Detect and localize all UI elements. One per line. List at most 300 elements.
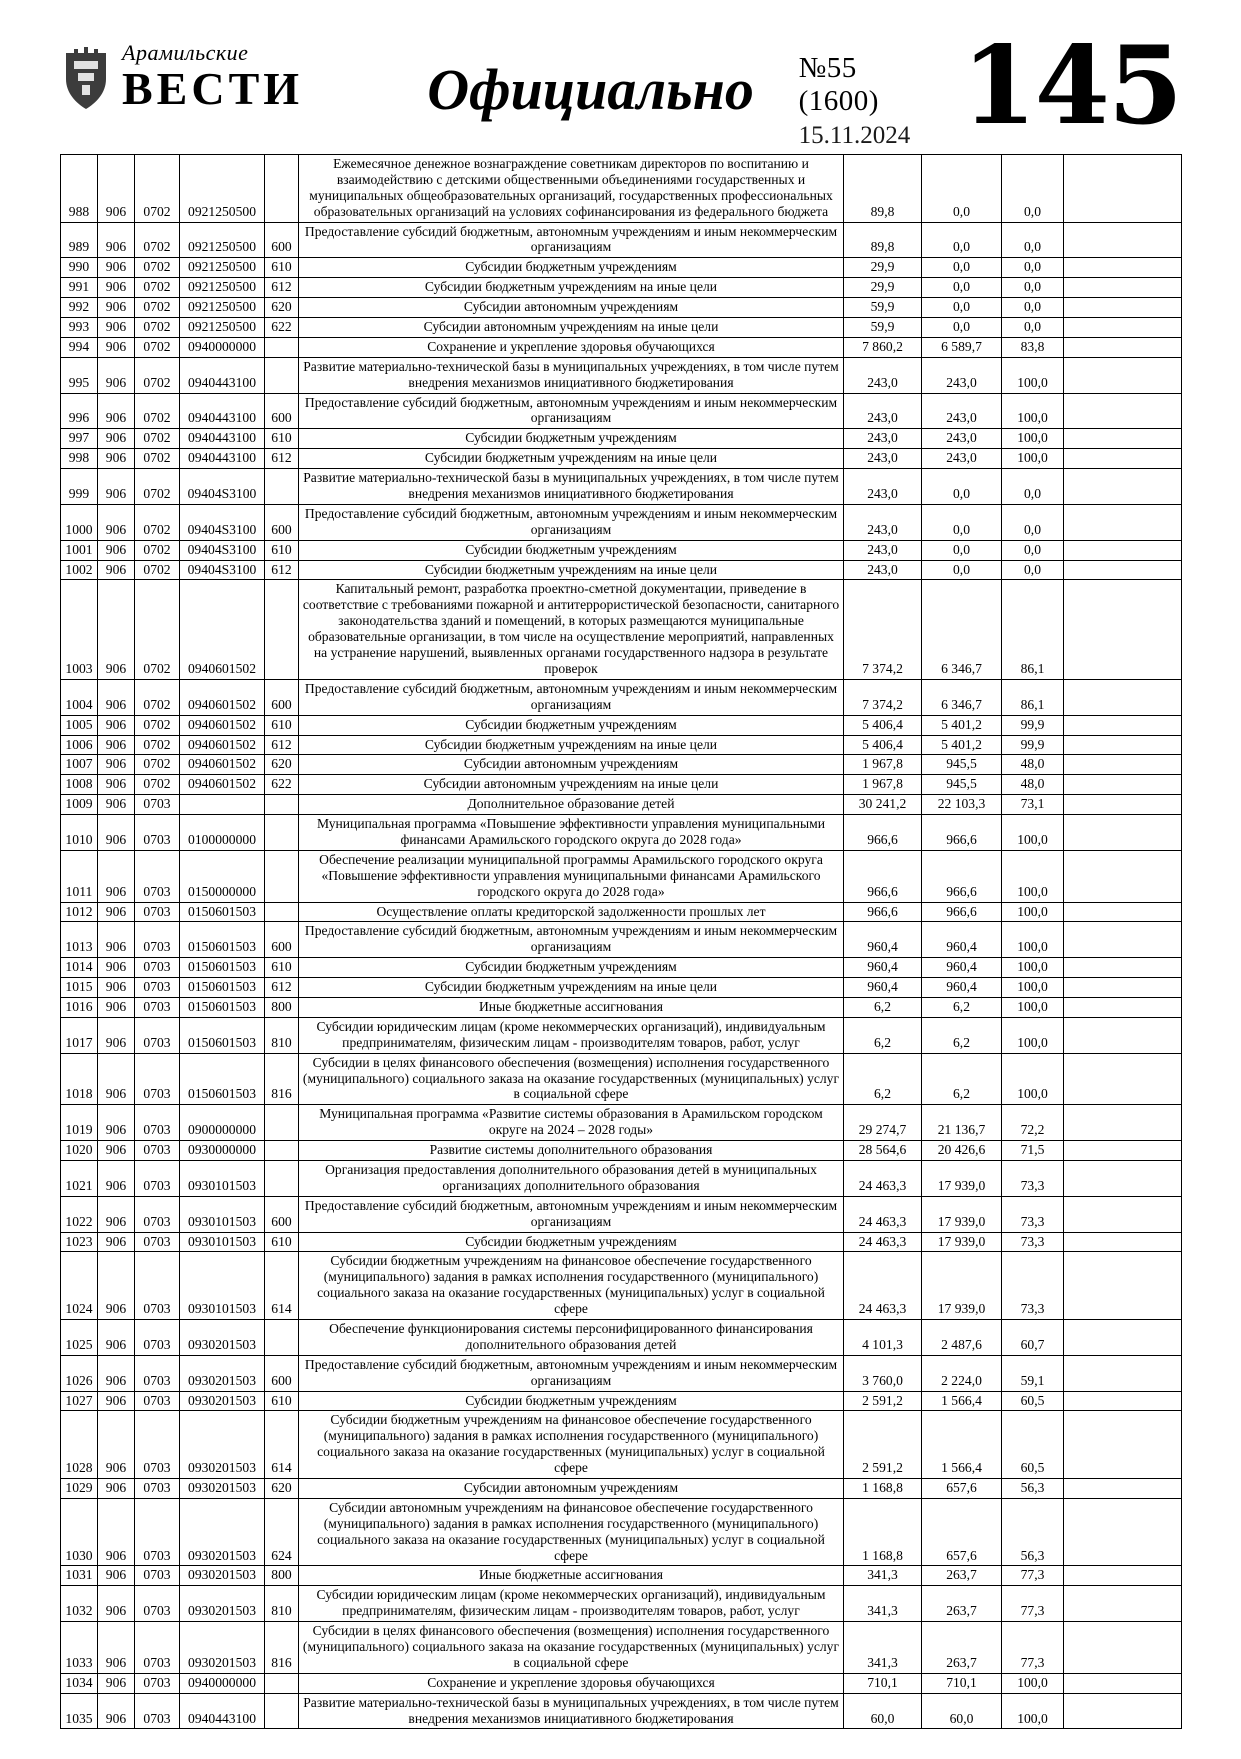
cell-target: 0921250500 bbox=[180, 278, 265, 298]
table-row bbox=[61, 1566, 1182, 1586]
cell-spacer bbox=[1064, 540, 1182, 560]
cell-plan: 960,4 bbox=[844, 958, 922, 978]
cell-vr: 610 bbox=[265, 1391, 299, 1411]
cell-fact: 263,7 bbox=[922, 1586, 1002, 1622]
cell-spacer bbox=[1064, 715, 1182, 735]
cell-pct: 0,0 bbox=[1002, 298, 1064, 318]
cell-plan: 243,0 bbox=[844, 449, 922, 469]
table-row bbox=[61, 278, 1182, 298]
cell-target: 0940601502 bbox=[180, 580, 265, 679]
cell-fact: 0,0 bbox=[922, 222, 1002, 258]
cell-fact: 243,0 bbox=[922, 429, 1002, 449]
cell-plan: 5 406,4 bbox=[844, 715, 922, 735]
table-row bbox=[61, 978, 1182, 998]
cell-section: 0703 bbox=[135, 1232, 180, 1252]
cell-plan: 960,4 bbox=[844, 978, 922, 998]
table-row bbox=[61, 922, 1182, 958]
cell-name: Субсидии бюджетным учреждениям на иные цели bbox=[299, 278, 844, 298]
cell-grbs: 906 bbox=[98, 795, 135, 815]
table-row bbox=[61, 449, 1182, 469]
cell-plan: 2 591,2 bbox=[844, 1391, 922, 1411]
cell-pct: 0,0 bbox=[1002, 469, 1064, 505]
cell-section: 0702 bbox=[135, 298, 180, 318]
table-row bbox=[61, 1498, 1182, 1566]
cell-grbs: 906 bbox=[98, 1622, 135, 1674]
cell-section: 0703 bbox=[135, 1391, 180, 1411]
cell-section: 0703 bbox=[135, 1693, 180, 1729]
cell-num: 1014 bbox=[61, 958, 98, 978]
cell-fact: 6 346,7 bbox=[922, 679, 1002, 715]
cell-vr bbox=[265, 469, 299, 505]
cell-name: Обеспечение реализации муниципальной программы Арамильского городского округа «Повышение эффективности управления муниципальными финансами Арамильского городского округа до 2028 года» bbox=[299, 850, 844, 902]
cell-plan: 243,0 bbox=[844, 357, 922, 393]
cell-plan: 1 168,8 bbox=[844, 1498, 922, 1566]
cell-pct: 0,0 bbox=[1002, 540, 1064, 560]
cell-num: 1003 bbox=[61, 580, 98, 679]
cell-fact: 6,2 bbox=[922, 1053, 1002, 1105]
cell-vr: 800 bbox=[265, 1566, 299, 1586]
table-row bbox=[61, 795, 1182, 815]
cell-target: 0930101503 bbox=[180, 1196, 265, 1232]
table-row bbox=[61, 318, 1182, 338]
cell-vr: 610 bbox=[265, 258, 299, 278]
cell-grbs: 906 bbox=[98, 1053, 135, 1105]
cell-section: 0703 bbox=[135, 958, 180, 978]
cell-grbs: 906 bbox=[98, 1252, 135, 1320]
cell-pct: 73,3 bbox=[1002, 1160, 1064, 1196]
cell-name: Субсидии юридическим лицам (кроме некоммерческих организаций), индивидуальным предпринимателям, физическим лицам - производителям товаров, работ, услуг bbox=[299, 1586, 844, 1622]
cell-grbs: 906 bbox=[98, 258, 135, 278]
cell-spacer bbox=[1064, 1053, 1182, 1105]
cell-vr: 612 bbox=[265, 278, 299, 298]
cell-plan: 1 967,8 bbox=[844, 755, 922, 775]
brand-text bbox=[122, 42, 303, 112]
cell-fact: 263,7 bbox=[922, 1566, 1002, 1586]
cell-num: 994 bbox=[61, 337, 98, 357]
cell-section: 0703 bbox=[135, 1320, 180, 1356]
cell-num: 990 bbox=[61, 258, 98, 278]
cell-grbs: 906 bbox=[98, 1498, 135, 1566]
table-row bbox=[61, 1673, 1182, 1693]
cell-vr bbox=[265, 902, 299, 922]
cell-grbs: 906 bbox=[98, 357, 135, 393]
cell-plan: 24 463,3 bbox=[844, 1196, 922, 1232]
cell-fact: 710,1 bbox=[922, 1673, 1002, 1693]
table-row bbox=[61, 902, 1182, 922]
cell-name: Развитие системы дополнительного образования bbox=[299, 1141, 844, 1161]
cell-fact: 2 224,0 bbox=[922, 1355, 1002, 1391]
cell-pct: 100,0 bbox=[1002, 958, 1064, 978]
cell-plan: 6,2 bbox=[844, 1053, 922, 1105]
cell-pct: 72,2 bbox=[1002, 1105, 1064, 1141]
cell-spacer bbox=[1064, 298, 1182, 318]
cell-name: Капитальный ремонт, разработка проектно-сметной документации, приведение в соответствие с требованиями пожарной и антитеррористической безопасности, санитарного законодательства зданий и помещений, в которых размещаются муниципальные образовательные организации, в том числе на осуществление мероприятий, направленных на устранение нарушений, выявленных органами государственного надзора в результате проверок bbox=[299, 580, 844, 679]
cell-vr: 816 bbox=[265, 1622, 299, 1674]
cell-plan: 28 564,6 bbox=[844, 1141, 922, 1161]
cell-grbs: 906 bbox=[98, 978, 135, 998]
cell-section: 0703 bbox=[135, 850, 180, 902]
cell-num: 1004 bbox=[61, 679, 98, 715]
table-row bbox=[61, 775, 1182, 795]
cell-fact: 966,6 bbox=[922, 902, 1002, 922]
cell-vr bbox=[265, 357, 299, 393]
cell-name: Ежемесячное денежное вознаграждение советникам директоров по воспитанию и взаимодействию с детскими общественными объединениями государственных и муниципальных общеобразовательных организаций, государственных профессиональных образовательных организаций на условиях софинансирования из федерального бюджета bbox=[299, 155, 844, 223]
cell-section: 0702 bbox=[135, 504, 180, 540]
cell-section: 0703 bbox=[135, 1053, 180, 1105]
cell-spacer bbox=[1064, 1141, 1182, 1161]
cell-grbs: 906 bbox=[98, 815, 135, 851]
cell-target: 0150601503 bbox=[180, 997, 265, 1017]
cell-num: 1019 bbox=[61, 1105, 98, 1141]
cell-target: 0930201503 bbox=[180, 1411, 265, 1479]
cell-fact: 960,4 bbox=[922, 922, 1002, 958]
cell-section: 0703 bbox=[135, 1622, 180, 1674]
cell-target: 0930101503 bbox=[180, 1232, 265, 1252]
cell-plan: 243,0 bbox=[844, 429, 922, 449]
cell-spacer bbox=[1064, 1232, 1182, 1252]
cell-grbs: 906 bbox=[98, 902, 135, 922]
cell-grbs: 906 bbox=[98, 958, 135, 978]
cell-name: Муниципальная программа «Повышение эффективности управления муниципальными финансами Арамильского городского округа до 2028 года» bbox=[299, 815, 844, 851]
cell-fact: 243,0 bbox=[922, 393, 1002, 429]
cell-name: Субсидии бюджетным учреждениям bbox=[299, 429, 844, 449]
cell-num: 997 bbox=[61, 429, 98, 449]
cell-name: Организация предоставления дополнительного образования детей в муниципальных организациях дополнительного образования bbox=[299, 1160, 844, 1196]
cell-target bbox=[180, 795, 265, 815]
cell-spacer bbox=[1064, 1566, 1182, 1586]
cell-name: Субсидии бюджетным учреждениям bbox=[299, 540, 844, 560]
cell-vr bbox=[265, 1673, 299, 1693]
cell-grbs: 906 bbox=[98, 298, 135, 318]
table-row bbox=[61, 298, 1182, 318]
cell-fact: 60,0 bbox=[922, 1693, 1002, 1729]
cell-vr: 622 bbox=[265, 775, 299, 795]
cell-section: 0703 bbox=[135, 1160, 180, 1196]
cell-grbs: 906 bbox=[98, 1105, 135, 1141]
cell-spacer bbox=[1064, 755, 1182, 775]
cell-fact: 0,0 bbox=[922, 560, 1002, 580]
table-row bbox=[61, 258, 1182, 278]
cell-name: Развитие материально-технической базы в муниципальных учреждениях, в том числе путем внедрения механизмов инициативного бюджетирования bbox=[299, 357, 844, 393]
table-row bbox=[61, 1693, 1182, 1729]
cell-section: 0703 bbox=[135, 1479, 180, 1499]
cell-spacer bbox=[1064, 1160, 1182, 1196]
table-row bbox=[61, 1622, 1182, 1674]
cell-target: 0940601502 bbox=[180, 679, 265, 715]
cell-grbs: 906 bbox=[98, 1586, 135, 1622]
cell-grbs: 906 bbox=[98, 469, 135, 505]
cell-plan: 243,0 bbox=[844, 504, 922, 540]
cell-plan: 243,0 bbox=[844, 469, 922, 505]
cell-pct: 100,0 bbox=[1002, 850, 1064, 902]
cell-vr bbox=[265, 1160, 299, 1196]
cell-fact: 243,0 bbox=[922, 449, 1002, 469]
cell-spacer bbox=[1064, 222, 1182, 258]
cell-spacer bbox=[1064, 1391, 1182, 1411]
cell-fact: 657,6 bbox=[922, 1479, 1002, 1499]
cell-num: 1035 bbox=[61, 1693, 98, 1729]
table-row bbox=[61, 679, 1182, 715]
cell-section: 0702 bbox=[135, 580, 180, 679]
cell-num: 1016 bbox=[61, 997, 98, 1017]
cell-name: Субсидии бюджетным учреждениям bbox=[299, 958, 844, 978]
cell-name: Осуществление оплаты кредиторской задолженности прошлых лет bbox=[299, 902, 844, 922]
cell-spacer bbox=[1064, 278, 1182, 298]
cell-grbs: 906 bbox=[98, 1196, 135, 1232]
cell-plan: 341,3 bbox=[844, 1622, 922, 1674]
cell-pct: 73,3 bbox=[1002, 1252, 1064, 1320]
section-title: Официально bbox=[427, 57, 754, 122]
cell-target: 09404S3100 bbox=[180, 469, 265, 505]
table-row bbox=[61, 1232, 1182, 1252]
cell-target: 0150601503 bbox=[180, 978, 265, 998]
cell-grbs: 906 bbox=[98, 1673, 135, 1693]
cell-section: 0702 bbox=[135, 715, 180, 735]
cell-fact: 0,0 bbox=[922, 504, 1002, 540]
cell-grbs: 906 bbox=[98, 278, 135, 298]
cell-num: 1005 bbox=[61, 715, 98, 735]
cell-spacer bbox=[1064, 1196, 1182, 1232]
cell-pct: 0,0 bbox=[1002, 504, 1064, 540]
cell-target: 0930201503 bbox=[180, 1479, 265, 1499]
cell-plan: 5 406,4 bbox=[844, 735, 922, 755]
table-row bbox=[61, 357, 1182, 393]
cell-fact: 17 939,0 bbox=[922, 1160, 1002, 1196]
cell-spacer bbox=[1064, 1498, 1182, 1566]
cell-target: 0921250500 bbox=[180, 222, 265, 258]
cell-pct: 60,5 bbox=[1002, 1391, 1064, 1411]
cell-vr bbox=[265, 1141, 299, 1161]
cell-name: Предоставление субсидий бюджетным, автономным учреждениям и иным некоммерческим организациям bbox=[299, 1355, 844, 1391]
cell-name: Субсидии автономным учреждениям на финансовое обеспечение государственного (муниципального) задания в рамках исполнения государственного (муниципального) социального заказа на оказание государственных (муниципальных) услуг в социальной сфере bbox=[299, 1498, 844, 1566]
cell-section: 0703 bbox=[135, 815, 180, 851]
cell-section: 0702 bbox=[135, 258, 180, 278]
cell-pct: 0,0 bbox=[1002, 155, 1064, 223]
cell-name: Субсидии автономным учреждениям на иные цели bbox=[299, 775, 844, 795]
cell-fact: 22 103,3 bbox=[922, 795, 1002, 815]
cell-plan: 89,8 bbox=[844, 155, 922, 223]
cell-target: 0940000000 bbox=[180, 337, 265, 357]
cell-plan: 7 374,2 bbox=[844, 679, 922, 715]
cell-grbs: 906 bbox=[98, 922, 135, 958]
cell-num: 1009 bbox=[61, 795, 98, 815]
table-row bbox=[61, 1355, 1182, 1391]
cell-vr: 810 bbox=[265, 1586, 299, 1622]
cell-target: 0940443100 bbox=[180, 449, 265, 469]
cell-name: Иные бюджетные ассигнования bbox=[299, 1566, 844, 1586]
cell-plan: 59,9 bbox=[844, 298, 922, 318]
table-row bbox=[61, 1160, 1182, 1196]
cell-name: Предоставление субсидий бюджетным, автономным учреждениям и иным некоммерческим организациям bbox=[299, 222, 844, 258]
cell-num: 1012 bbox=[61, 902, 98, 922]
cell-fact: 17 939,0 bbox=[922, 1252, 1002, 1320]
cell-spacer bbox=[1064, 978, 1182, 998]
cell-num: 1011 bbox=[61, 850, 98, 902]
cell-section: 0703 bbox=[135, 1498, 180, 1566]
cell-fact: 5 401,2 bbox=[922, 735, 1002, 755]
cell-vr: 612 bbox=[265, 978, 299, 998]
cell-section: 0702 bbox=[135, 735, 180, 755]
cell-fact: 945,5 bbox=[922, 775, 1002, 795]
cell-plan: 243,0 bbox=[844, 540, 922, 560]
cell-fact: 966,6 bbox=[922, 850, 1002, 902]
cell-pct: 100,0 bbox=[1002, 1053, 1064, 1105]
cell-pct: 0,0 bbox=[1002, 278, 1064, 298]
cell-section: 0702 bbox=[135, 560, 180, 580]
cell-fact: 960,4 bbox=[922, 978, 1002, 998]
cell-plan: 7 374,2 bbox=[844, 580, 922, 679]
cell-num: 1013 bbox=[61, 922, 98, 958]
cell-num: 988 bbox=[61, 155, 98, 223]
cell-section: 0702 bbox=[135, 449, 180, 469]
cell-vr bbox=[265, 1105, 299, 1141]
cell-grbs: 906 bbox=[98, 1141, 135, 1161]
cell-num: 1015 bbox=[61, 978, 98, 998]
cell-num: 992 bbox=[61, 298, 98, 318]
cell-name: Субсидии бюджетным учреждениям на иные цели bbox=[299, 449, 844, 469]
brand-line-1: Арамильские bbox=[122, 40, 249, 65]
cell-fact: 0,0 bbox=[922, 469, 1002, 505]
cell-target: 09404S3100 bbox=[180, 504, 265, 540]
table-row bbox=[61, 1196, 1182, 1232]
cell-grbs: 906 bbox=[98, 1320, 135, 1356]
cell-spacer bbox=[1064, 815, 1182, 851]
cell-num: 1022 bbox=[61, 1196, 98, 1232]
table-row bbox=[61, 1411, 1182, 1479]
table-row bbox=[61, 958, 1182, 978]
cell-name: Предоставление субсидий бюджетным, автономным учреждениям и иным некоммерческим организациям bbox=[299, 504, 844, 540]
cell-name: Сохранение и укрепление здоровья обучающихся bbox=[299, 337, 844, 357]
cell-pct: 73,1 bbox=[1002, 795, 1064, 815]
cell-section: 0702 bbox=[135, 278, 180, 298]
cell-grbs: 906 bbox=[98, 679, 135, 715]
cell-vr: 612 bbox=[265, 735, 299, 755]
cell-spacer bbox=[1064, 1252, 1182, 1320]
cell-vr: 610 bbox=[265, 540, 299, 560]
cell-fact: 960,4 bbox=[922, 958, 1002, 978]
cell-spacer bbox=[1064, 1622, 1182, 1674]
cell-name: Предоставление субсидий бюджетным, автономным учреждениям и иным некоммерческим организациям bbox=[299, 393, 844, 429]
cell-spacer bbox=[1064, 795, 1182, 815]
cell-vr: 610 bbox=[265, 715, 299, 735]
cell-vr bbox=[265, 580, 299, 679]
cell-name: Субсидии бюджетным учреждениям bbox=[299, 715, 844, 735]
table-row bbox=[61, 222, 1182, 258]
cell-pct: 100,0 bbox=[1002, 997, 1064, 1017]
cell-vr: 614 bbox=[265, 1411, 299, 1479]
cell-pct: 100,0 bbox=[1002, 922, 1064, 958]
table-row bbox=[61, 1141, 1182, 1161]
cell-spacer bbox=[1064, 958, 1182, 978]
cell-plan: 29,9 bbox=[844, 258, 922, 278]
cell-plan: 24 463,3 bbox=[844, 1160, 922, 1196]
cell-section: 0703 bbox=[135, 978, 180, 998]
cell-fact: 17 939,0 bbox=[922, 1196, 1002, 1232]
cell-section: 0702 bbox=[135, 469, 180, 505]
cell-target: 0940601502 bbox=[180, 735, 265, 755]
cell-spacer bbox=[1064, 357, 1182, 393]
table-row bbox=[61, 1252, 1182, 1320]
cell-vr: 600 bbox=[265, 1196, 299, 1232]
cell-pct: 60,5 bbox=[1002, 1411, 1064, 1479]
cell-plan: 89,8 bbox=[844, 222, 922, 258]
cell-section: 0702 bbox=[135, 775, 180, 795]
cell-spacer bbox=[1064, 1693, 1182, 1729]
cell-grbs: 906 bbox=[98, 1391, 135, 1411]
cell-target: 0940443100 bbox=[180, 357, 265, 393]
cell-num: 1001 bbox=[61, 540, 98, 560]
cell-grbs: 906 bbox=[98, 560, 135, 580]
cell-num: 1017 bbox=[61, 1017, 98, 1053]
cell-pct: 56,3 bbox=[1002, 1498, 1064, 1566]
cell-pct: 100,0 bbox=[1002, 978, 1064, 998]
cell-fact: 1 566,4 bbox=[922, 1391, 1002, 1411]
cell-target: 0100000000 bbox=[180, 815, 265, 851]
cell-grbs: 906 bbox=[98, 337, 135, 357]
cell-target: 0940000000 bbox=[180, 1673, 265, 1693]
cell-name: Развитие материально-технической базы в муниципальных учреждениях, в том числе путем внедрения механизмов инициативного бюджетирования bbox=[299, 469, 844, 505]
cell-section: 0702 bbox=[135, 222, 180, 258]
cell-num: 1026 bbox=[61, 1355, 98, 1391]
cell-name: Субсидии бюджетным учреждениям bbox=[299, 1232, 844, 1252]
cell-num: 995 bbox=[61, 357, 98, 393]
cell-fact: 243,0 bbox=[922, 357, 1002, 393]
cell-grbs: 906 bbox=[98, 850, 135, 902]
cell-pct: 100,0 bbox=[1002, 815, 1064, 851]
cell-vr: 612 bbox=[265, 560, 299, 580]
cell-fact: 657,6 bbox=[922, 1498, 1002, 1566]
cell-fact: 2 487,6 bbox=[922, 1320, 1002, 1356]
cell-pct: 73,3 bbox=[1002, 1232, 1064, 1252]
cell-vr: 614 bbox=[265, 1252, 299, 1320]
brand-line-2: ВЕСТИ bbox=[122, 63, 304, 114]
cell-num: 1020 bbox=[61, 1141, 98, 1161]
cell-fact: 5 401,2 bbox=[922, 715, 1002, 735]
cell-fact: 0,0 bbox=[922, 155, 1002, 223]
cell-target: 0930201503 bbox=[180, 1586, 265, 1622]
cell-pct: 73,3 bbox=[1002, 1196, 1064, 1232]
cell-target: 0150601503 bbox=[180, 1053, 265, 1105]
cell-section: 0702 bbox=[135, 337, 180, 357]
cell-grbs: 906 bbox=[98, 580, 135, 679]
cell-target: 0900000000 bbox=[180, 1105, 265, 1141]
cell-vr bbox=[265, 155, 299, 223]
cell-num: 1033 bbox=[61, 1622, 98, 1674]
cell-target: 0940443100 bbox=[180, 1693, 265, 1729]
table-row bbox=[61, 1586, 1182, 1622]
cell-num: 1021 bbox=[61, 1160, 98, 1196]
cell-vr: 620 bbox=[265, 755, 299, 775]
table-row bbox=[61, 997, 1182, 1017]
cell-num: 1023 bbox=[61, 1232, 98, 1252]
cell-name: Субсидии в целях финансового обеспечения (возмещения) исполнения государственного (муниципального) социального заказа на оказание государственных (муниципальных) услуг в социальной сфере bbox=[299, 1622, 844, 1674]
cell-pct: 100,0 bbox=[1002, 902, 1064, 922]
cell-pct: 48,0 bbox=[1002, 755, 1064, 775]
budget-table bbox=[60, 154, 1182, 1729]
cell-vr: 600 bbox=[265, 679, 299, 715]
cell-pct: 77,3 bbox=[1002, 1566, 1064, 1586]
cell-pct: 71,5 bbox=[1002, 1141, 1064, 1161]
cell-vr bbox=[265, 1693, 299, 1729]
cell-grbs: 906 bbox=[98, 222, 135, 258]
cell-vr: 810 bbox=[265, 1017, 299, 1053]
cell-plan: 3 760,0 bbox=[844, 1355, 922, 1391]
coat-of-arms-logo bbox=[60, 43, 112, 111]
cell-num: 989 bbox=[61, 222, 98, 258]
cell-pct: 0,0 bbox=[1002, 258, 1064, 278]
cell-num: 991 bbox=[61, 278, 98, 298]
cell-vr bbox=[265, 1320, 299, 1356]
